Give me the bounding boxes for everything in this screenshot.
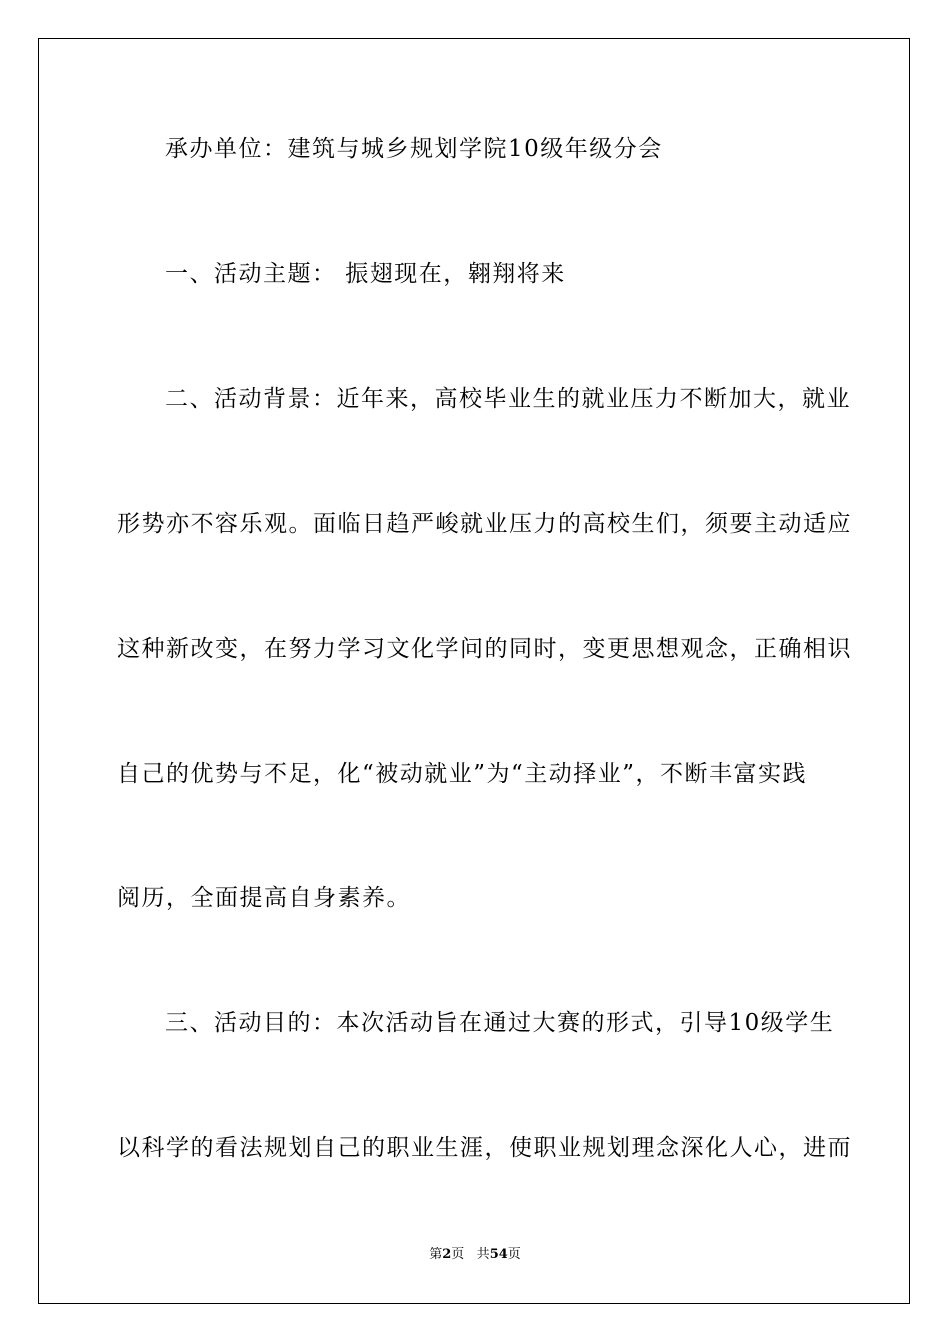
total-page-number: 54 <box>489 1247 508 1262</box>
paragraph-background-line-4: 自己的优势与不足，化“被动就业”为“主动择业”，不断丰富实践 <box>117 761 808 787</box>
total-suffix: 页 <box>507 1247 521 1262</box>
page-prefix: 第 <box>429 1247 443 1262</box>
paragraph-background-line-3: 这种新改变，在努力学习文化学问的同时，变更思想观念，正确相识 <box>117 636 852 662</box>
page-suffix: 页 <box>451 1247 465 1262</box>
paragraph-organizer: 承办单位：建筑与城乡规划学院10级年级分会 <box>165 136 663 162</box>
total-prefix: 共 <box>476 1247 490 1262</box>
page-frame <box>38 38 910 1304</box>
paragraph-background-line-5: 阅历，全面提高自身素养。 <box>117 885 411 911</box>
paragraph-background-line-2: 形势亦不容乐观。面临日趋严峻就业压力的高校生们，须要主动适应 <box>117 511 852 537</box>
current-page-number: 2 <box>442 1247 452 1262</box>
page-footer <box>0 1246 950 1264</box>
paragraph-purpose-line-2: 以科学的看法规划自己的职业生涯，使职业规划理念深化人心，进而 <box>117 1135 852 1161</box>
paragraph-background-line-1: 二、活动背景：近年来，高校毕业生的就业压力不断加大，就业 <box>165 386 851 412</box>
paragraph-purpose-line-1: 三、活动目的：本次活动旨在通过大赛的形式，引导10级学生 <box>165 1010 835 1036</box>
paragraph-theme: 一、活动主题： 振翅现在，翱翔将来 <box>165 261 566 287</box>
